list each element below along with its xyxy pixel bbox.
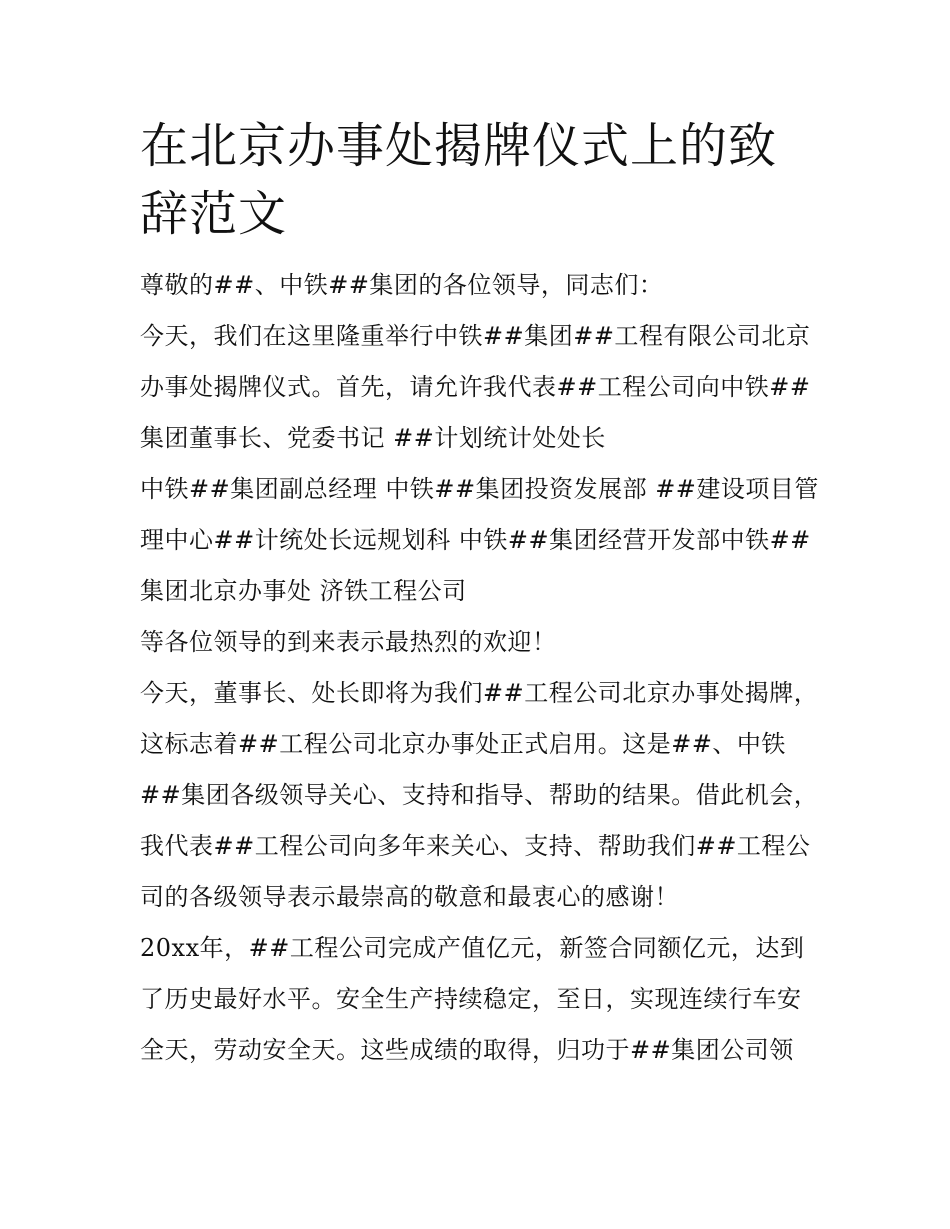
- paragraph-guest-list: 中铁##集团副总经理 中铁##集团投资发展部 ##建设项目管理中心##计统处长远规划科 中铁##集团经营开发部中铁##集团北京办事处 济铁工程公司: [140, 475, 819, 605]
- document-title: 在北京办事处揭牌仪式上的致辞范文: [140, 118, 778, 242]
- paragraph-salutation: 尊敬的##、中铁##集团的各位领导，同志们：: [140, 271, 664, 299]
- paragraph-achievements: 20xx年，##工程公司完成产值亿元，新签合同额亿元，达到了历史最好水平。安全生产持续稳定，至日，实现连续行车安全天，劳动安全天。这些成绩的取得，归功于##集团公司领: [140, 934, 805, 1064]
- paragraph-thanks: 今天，董事长、处长即将为我们##工程公司北京办事处揭牌，这标志着##工程公司北京办事处正式启用。这是##、中铁##集团各级领导关心、支持和指导、帮助的结果。借此机会，我代表##工程公司向多年来关心、支持、帮助我们##工程公司的各级领导表示最崇高的敬意和最衷心的感谢！: [140, 679, 819, 911]
- paragraph-opening: 今天，我们在这里隆重举行中铁##集团##工程有限公司北京办事处揭牌仪式。首先，请允许我代表##工程公司向中铁##集团董事长、党委书记 ##计划统计处处长: [140, 322, 811, 452]
- document-page: [140, 112, 820, 1076]
- paragraph-welcome: 等各位领导的到来表示最热烈的欢迎！: [140, 628, 557, 656]
